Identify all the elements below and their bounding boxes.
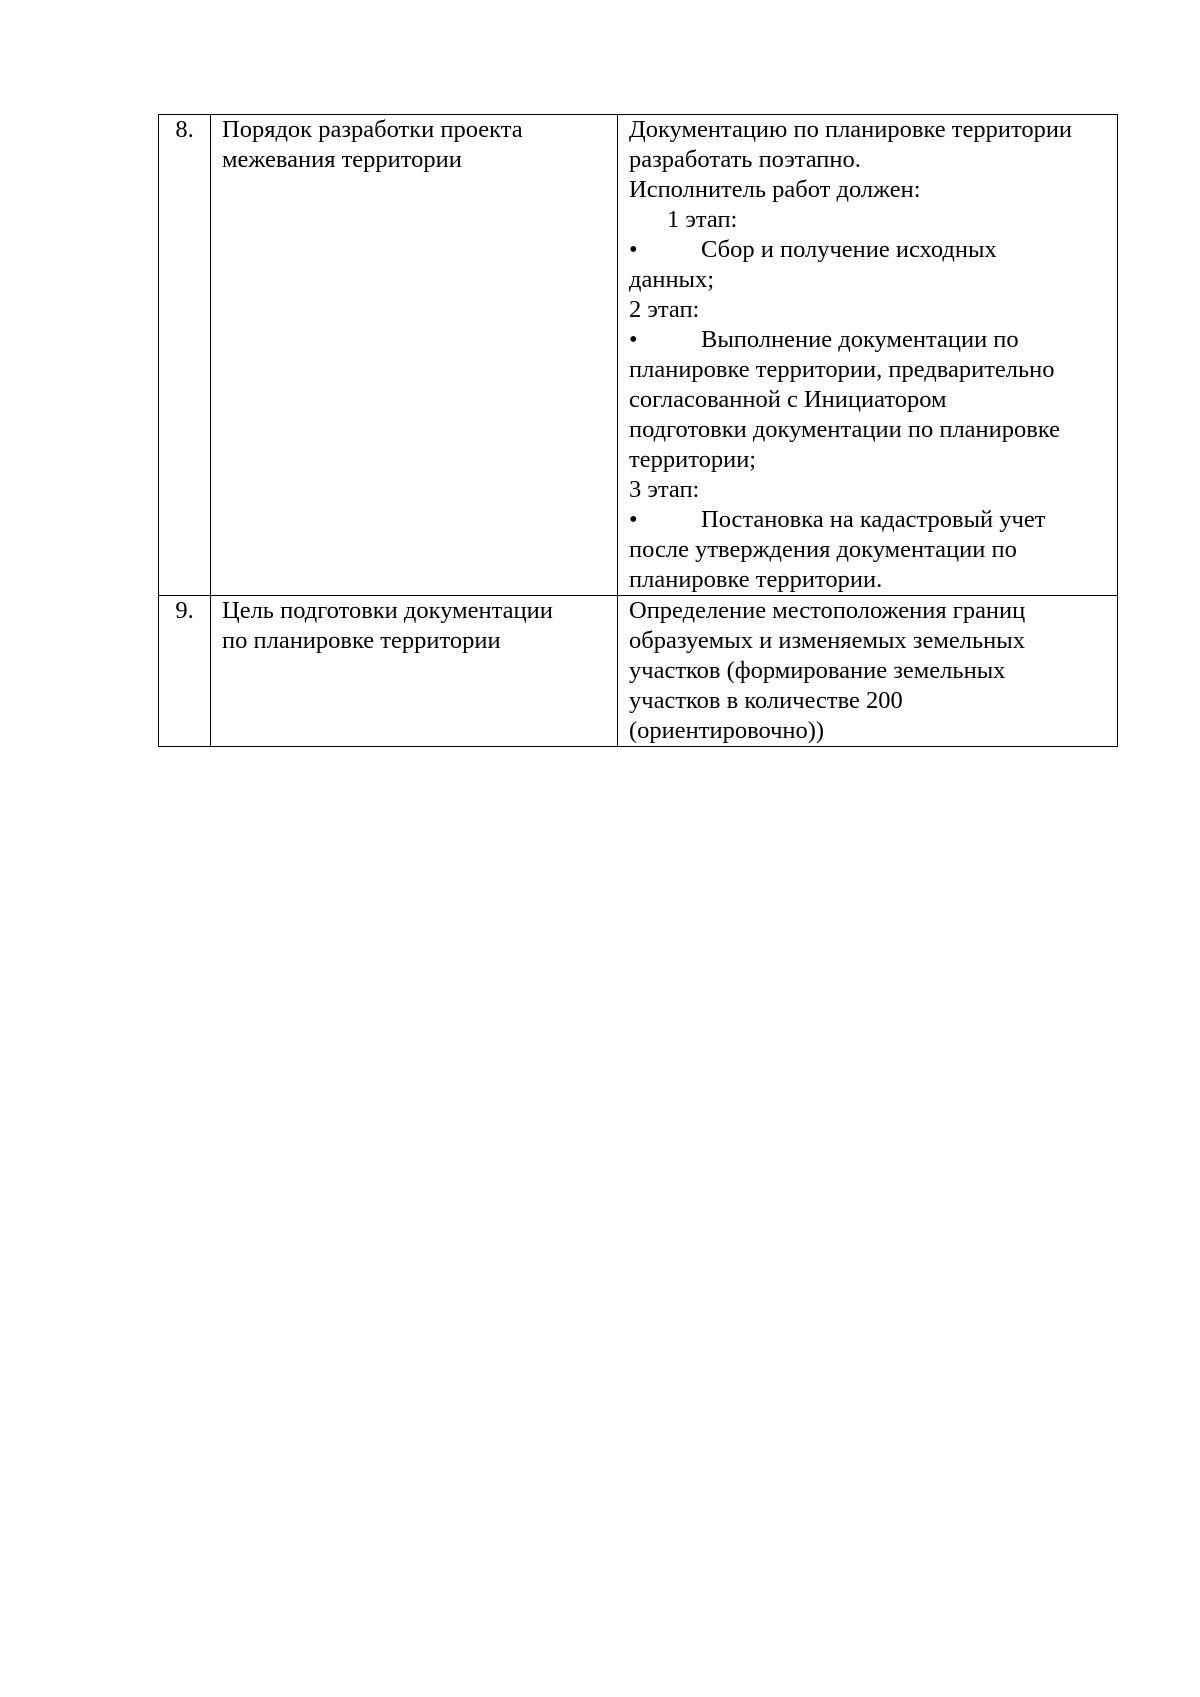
table-row <box>159 596 1118 747</box>
row-number-cell <box>159 115 211 596</box>
value-text-line: Определение местоположения границ <box>629 597 1026 624</box>
value-cell <box>618 115 1118 596</box>
stage-label: 2 этап: <box>629 296 700 323</box>
stage-label: 1 этап: <box>667 206 738 233</box>
table-row <box>159 115 1118 596</box>
bullet-icon: • <box>629 326 638 353</box>
row-number: 8. <box>175 116 194 143</box>
parameter-cell <box>211 115 618 596</box>
value-text-line: Исполнитель работ должен: <box>629 176 921 203</box>
specification-table <box>158 114 1118 747</box>
stage-item-text: территории; <box>629 446 757 473</box>
stage-item <box>629 235 1107 265</box>
stage-item-text: планировке территории. <box>629 566 883 593</box>
parameter-text-line: Цель подготовки документации <box>222 597 553 624</box>
stage-item-text: согласованной с Инициатором <box>629 386 947 413</box>
stage-label: 3 этап: <box>629 476 700 503</box>
value-text-line: участков в количестве 200 <box>629 687 903 714</box>
parameter-text-line: по планировке территории <box>222 627 501 654</box>
row-number: 9. <box>175 597 194 624</box>
value-text-line: (ориентировочно)) <box>629 717 825 744</box>
stage-item-text: Постановка на кадастровый учет <box>701 506 1046 533</box>
stage-item <box>629 505 1107 535</box>
stage-item-text: планировке территории, предварительно <box>629 356 1055 383</box>
stage-item-text: подготовки документации по планировке <box>629 416 1061 443</box>
value-cell <box>618 596 1118 747</box>
value-text-line: разработать поэтапно. <box>629 146 861 173</box>
stage-item-text: Выполнение документации по <box>701 326 1019 353</box>
parameter-text-line: Порядок разработки проекта <box>222 116 523 143</box>
value-text-line: участков (формирование земельных <box>629 657 1006 684</box>
stage-item-text: Сбор и получение исходных <box>701 236 997 263</box>
stage-item-text: данных; <box>629 266 715 293</box>
row-number-cell <box>159 596 211 747</box>
value-text-line: образуемых и изменяемых земельных <box>629 627 1025 654</box>
stage-item-text: после утверждения документации по <box>629 536 1017 563</box>
stage-item <box>629 325 1107 355</box>
bullet-icon: • <box>629 506 638 533</box>
value-text-line: Документацию по планировке территории <box>629 116 1073 143</box>
parameter-cell <box>211 596 618 747</box>
parameter-text-line: межевания территории <box>222 146 462 173</box>
bullet-icon: • <box>629 236 638 263</box>
